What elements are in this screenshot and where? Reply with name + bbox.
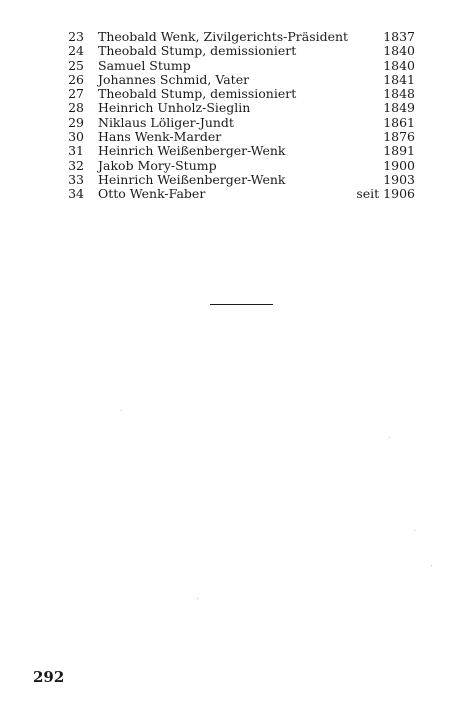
page-number: 292 xyxy=(33,668,65,686)
paper-speck xyxy=(389,437,390,438)
list-item xyxy=(60,159,415,173)
paper-speck xyxy=(431,565,432,566)
entry-year: seit 1906 xyxy=(356,186,415,202)
entry-name: Johannes Schmid, Vater xyxy=(98,71,250,87)
paper-speck xyxy=(197,598,198,599)
entry-year: 1900 xyxy=(383,157,415,173)
paper-speck xyxy=(121,410,122,411)
entry-year: 1840 xyxy=(383,43,415,59)
paper-speck xyxy=(414,530,415,531)
entry-name: Otto Wenk-Faber xyxy=(98,186,206,202)
entry-name: Theobald Stump, demissioniert xyxy=(98,43,297,59)
entry-year: 1861 xyxy=(383,114,415,130)
list-item xyxy=(60,30,415,44)
entry-name: Niklaus Löliger-Jundt xyxy=(98,114,234,130)
entry-list xyxy=(60,30,415,202)
entry-name: Samuel Stump xyxy=(98,57,191,73)
entry-name: Heinrich Weißenberger-Wenk xyxy=(98,171,286,187)
entry-year: 1891 xyxy=(383,143,415,159)
entry-name: Heinrich Unholz-Sieglin xyxy=(98,100,251,116)
entry-number: 24 xyxy=(68,43,84,59)
entry-year: 1840 xyxy=(383,57,415,73)
entry-number: 25 xyxy=(68,57,84,73)
entry-number: 31 xyxy=(68,143,84,159)
list-item xyxy=(60,173,415,187)
entry-year: 1841 xyxy=(383,71,415,87)
entry-year: 1837 xyxy=(383,29,415,44)
entry-number: 32 xyxy=(68,157,84,173)
list-item xyxy=(60,116,415,130)
section-divider xyxy=(210,304,273,305)
list-item xyxy=(60,87,415,101)
entry-year: 1903 xyxy=(383,171,415,187)
list-item xyxy=(60,101,415,115)
list-item xyxy=(60,73,415,87)
entry-number: 26 xyxy=(68,71,84,87)
entry-number: 29 xyxy=(68,114,84,130)
entry-year: 1848 xyxy=(383,86,415,102)
entry-name: Theobald Wenk, Zivilgerichts-Präsident xyxy=(98,29,349,44)
list-item xyxy=(60,144,415,158)
list-item xyxy=(60,130,415,144)
list-item xyxy=(60,44,415,58)
entry-name: Jakob Mory-Stump xyxy=(98,157,217,173)
entry-number: 33 xyxy=(68,171,84,187)
list-item xyxy=(60,187,415,201)
entry-number: 30 xyxy=(68,129,84,145)
entry-name: Heinrich Weißenberger-Wenk xyxy=(98,143,286,159)
entry-number: 34 xyxy=(68,186,84,202)
entry-name: Hans Wenk-Marder xyxy=(98,129,222,145)
entry-name: Theobald Stump, demissioniert xyxy=(98,86,297,102)
list-item xyxy=(60,59,415,73)
entry-number: 23 xyxy=(68,29,84,44)
entry-year: 1849 xyxy=(383,100,415,116)
entry-number: 28 xyxy=(68,100,84,116)
entry-year: 1876 xyxy=(383,129,415,145)
entry-number: 27 xyxy=(68,86,84,102)
